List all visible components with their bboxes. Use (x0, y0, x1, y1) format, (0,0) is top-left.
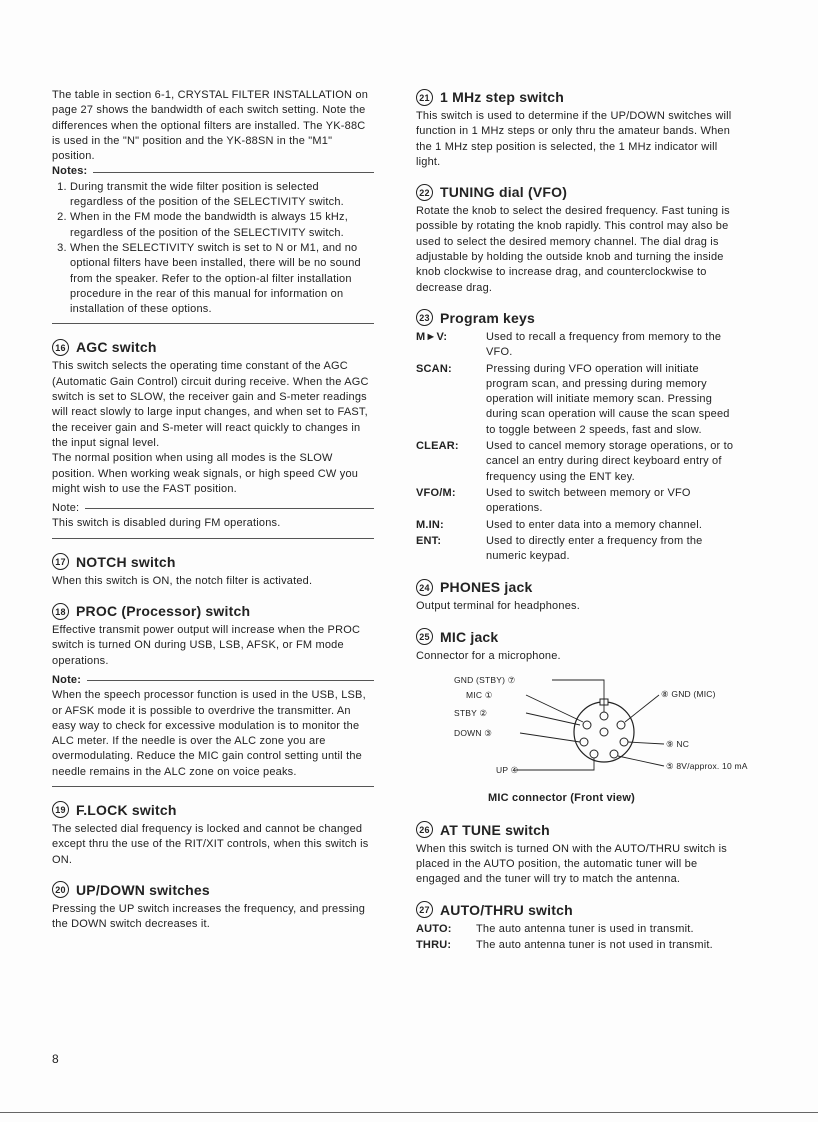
divider (52, 323, 374, 324)
pin-label: STBY ② (454, 708, 488, 719)
divider (52, 786, 374, 787)
pin (600, 728, 608, 736)
section-title: 24 PHONES jack (416, 578, 738, 596)
diagram-caption: MIC connector (Front view) (488, 792, 635, 805)
section-at-tune (416, 821, 738, 888)
right-column (416, 88, 748, 967)
section-number: 25 (416, 628, 433, 645)
left-column (52, 88, 374, 945)
mic-connector-diagram (454, 670, 754, 780)
section-title: 23 Program keys (416, 309, 738, 327)
key-desc: Used to cancel memory storage operations, or to cancel an entry during direct keyboard entry of frequency using the ENT key. (486, 440, 734, 483)
pin (610, 750, 618, 758)
section-title: 21 1 MHz step switch (416, 88, 738, 106)
section-title: 25 MIC jack (416, 628, 738, 646)
key-label: THRU: (416, 938, 452, 951)
key-desc: Used to enter data into a memory channel. (486, 518, 703, 531)
key-label: VFO/M: (416, 486, 456, 499)
section-number: 17 (52, 553, 69, 570)
section-text: This switch is used to determine if the UP/DOWN switches will function in 1 MHz steps or only thru the amateur bands. When the 1 MHz step position is selected, the 1 MHz indicator will light. (416, 110, 732, 168)
note-text: This switch is disabled during FM operations. (52, 517, 281, 530)
section-1mhz (416, 88, 738, 170)
section-title: 17 NOTCH switch (52, 553, 374, 571)
section-proc (52, 602, 374, 787)
key-desc: The auto antenna tuner is used in transmit. (476, 922, 694, 935)
section-title: 22 TUNING dial (VFO) (416, 183, 738, 201)
section-text: The selected dial frequency is locked and cannot be changed except thru the use of the RIT/XIT controls, when this switch is ON. (52, 822, 369, 866)
pin (617, 721, 625, 729)
section-title: 16 AGC switch (52, 338, 374, 356)
key-desc: The auto antenna tuner is not used in transmit. (476, 938, 713, 951)
section-tuning (416, 183, 738, 296)
section-title: 19 F.LOCK switch (52, 801, 374, 819)
key-desc: Used to switch between memory or VFO operations. (486, 486, 691, 515)
pin (583, 721, 591, 729)
section-text: When this switch is turned ON with the AUTO/THRU switch is placed in the AUTO position, the automatic tuner will be engaged and the tuner will try to match the antenna. (416, 842, 727, 886)
section-text: When this switch is ON, the notch filter is activated. (52, 574, 313, 587)
section-text: The normal position when using all modes is the SLOW position. When working weak signals, or high speed CW you might wish to use the FAST position. (52, 452, 359, 495)
section-title: 26 AT TUNE switch (416, 821, 738, 839)
section-number: 22 (416, 184, 433, 201)
key-label: AUTO: (416, 922, 452, 935)
footer-rule (0, 1112, 818, 1113)
key-label: SCAN: (416, 362, 452, 375)
section-updown (52, 881, 374, 933)
section-title: 27 AUTO/THRU switch (416, 901, 738, 919)
filter-intro (52, 88, 374, 324)
section-number: 21 (416, 89, 433, 106)
section-flock (52, 801, 374, 868)
key-desc: Used to directly enter a frequency from the numeric keypad. (486, 534, 703, 563)
key-label: CLEAR: (416, 440, 459, 453)
program-keys-list (416, 330, 738, 565)
key-label: ENT: (416, 534, 442, 547)
key-desc: Pressing during VFO operation will initiate program scan, and pressing during memory operation will initiate memory scan. Pressing during scan operation will cause the scan speed to toggle between 2 speeds, fast and slow. (486, 362, 730, 436)
section-number: 26 (416, 821, 433, 838)
pin-label: GND (STBY) ⑦ (454, 675, 516, 686)
section-text: Pressing the UP switch increases the frequency, and pressing the DOWN switch decreases it. (52, 902, 366, 931)
section-title: 20 UP/DOWN switches (52, 881, 374, 899)
section-number: 20 (52, 881, 69, 898)
section-auto-thru (416, 901, 738, 955)
pin-label: ⑧ GND (MIC) (661, 689, 716, 700)
pin-label: MIC ① (466, 690, 493, 701)
key-desc: Used to recall a frequency from memory to the VFO. (486, 330, 722, 359)
section-text: Output terminal for headphones. (416, 600, 580, 613)
pin-label: DOWN ③ (454, 728, 493, 739)
note-item: 3. When the SELECTIVITY switch is set to N or M1, and no optional filters have been installed, there will be no sound from the speaker. Refer to the option-al filter installation procedure in the rear of this manual for information on installation of these options. (70, 241, 374, 317)
section-number: 24 (416, 579, 433, 596)
key-label: M►V: (416, 330, 448, 343)
pin (620, 738, 628, 746)
section-phones (416, 578, 738, 614)
section-mic (416, 628, 748, 807)
notes-list (52, 180, 374, 318)
intro-text: The table in section 6-1, CRYSTAL FILTER INSTALLATION on page 27 shows the bandwidth of each switch setting. Note the differences when the optional filters are installed. The YK-88C is used in the "N" position and the YK-88SN in the "M1" position. (52, 89, 369, 163)
pin-label: ⑨ NC (666, 739, 690, 750)
note-item: 1. During transmit the wide filter position is selected regardless of the position of the SELECTIVITY switch. (70, 180, 374, 211)
note-heading: Note: (52, 501, 374, 516)
section-number: 19 (52, 801, 69, 818)
section-agc (52, 338, 374, 538)
section-text: Effective transmit power output will increase when the PROC switch is turned ON during USB, LSB, AFSK, or FM mode operations. (52, 624, 361, 667)
section-program-keys (416, 309, 738, 565)
pin-label: ⑤ 8V/approx. 10 mA (666, 761, 748, 772)
section-number: 23 (416, 309, 433, 326)
notes-heading: Notes: (52, 164, 374, 179)
auto-thru-list (416, 922, 738, 955)
note-item: 2. When in the FM mode the bandwidth is always 15 kHz, regardless of the position of the SELECTIVITY switch. (70, 210, 374, 241)
page-number: 8 (52, 1052, 59, 1066)
divider (52, 538, 374, 539)
pin (600, 712, 608, 720)
pin (580, 738, 588, 746)
key-label: M.IN: (416, 518, 444, 531)
section-notch (52, 553, 374, 589)
section-title: 18 PROC (Processor) switch (52, 602, 374, 620)
section-text: Rotate the knob to select the desired frequency. Fast tuning is possible by rotating the knob rapidly. This control may also be used to select the desired memory channel. The dial drag is adjustable by holding the outside knob and turning the inside knob clockwise to increase drag, and counterclockwise to decrease drag. (416, 205, 730, 294)
note-heading: Note: (52, 673, 374, 688)
pin (590, 750, 598, 758)
section-text: This switch selects the operating time constant of the AGC (Automatic Gain Control) circuit during receive. When the AGC switch is set to SLOW, the receiver gain and S-meter readings will react slowly to large input changes, and when set to FAST, the receiver gain and S-meter will react quickly to changes in the input signal level. (52, 360, 369, 449)
section-number: 16 (52, 339, 69, 356)
section-number: 18 (52, 603, 69, 620)
section-number: 27 (416, 901, 433, 918)
section-text: Connector for a microphone. (416, 649, 561, 662)
pin-label: UP ④ (496, 765, 519, 776)
note-text: When the speech processor function is used in the USB, LSB, or AFSK mode it is possible to overdrive the transmitter. An easy way to check for excessive modulation is to monitor the ALC meter. If the needle is over the ALC zone you are overmodulating. Reduce the MIC gain control setting until the needle remains in the ALC zone on voice peaks. (52, 689, 366, 778)
